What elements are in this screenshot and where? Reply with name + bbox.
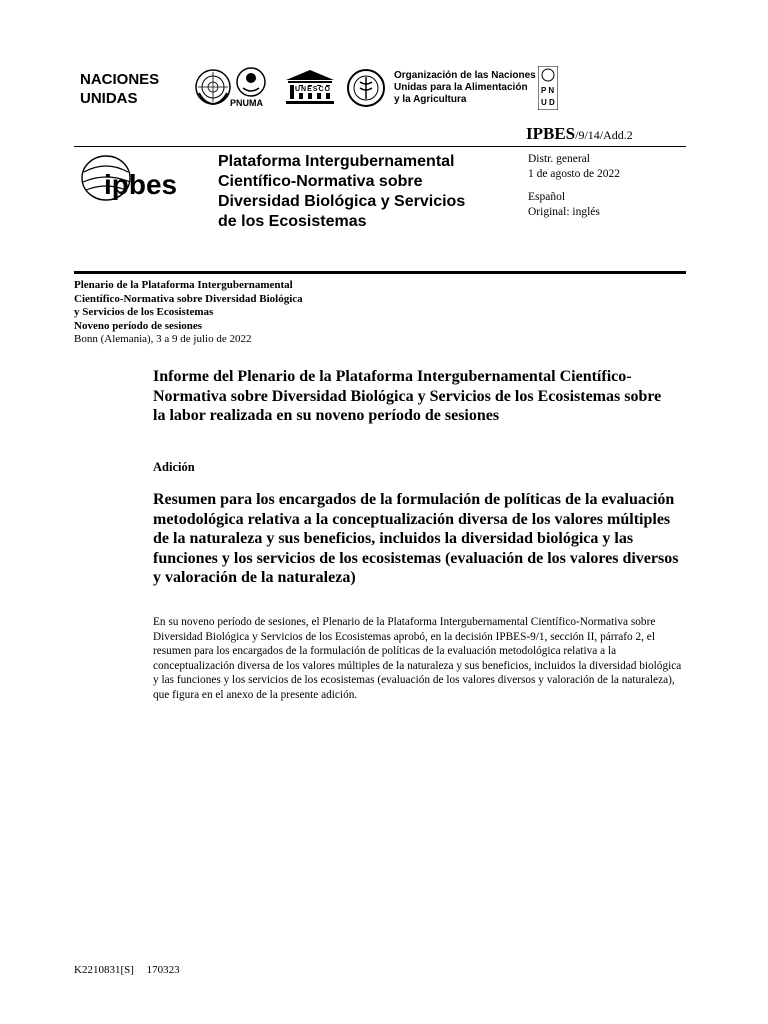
document-symbol xyxy=(526,124,633,144)
un-name-line1: NACIONES xyxy=(80,71,160,88)
fao-name xyxy=(394,70,536,106)
pnuma-label: PNUMA xyxy=(230,98,263,108)
distribution-info xyxy=(528,152,620,220)
ipbes-logo-text: ipbes xyxy=(104,169,178,200)
platform-title-line2: Científico-Normativa sobre xyxy=(218,173,423,190)
date-code: 170323 xyxy=(146,964,180,976)
pnuma-emblem-icon xyxy=(234,66,268,98)
report-title: Informe del Plenario de la Plataforma Intergubernamental Científico-Normativa sobre Diversidad Biológica y Servicios de los Ecosistemas sobre la labor realizada en su noveno período de sesiones xyxy=(153,368,662,424)
unesco-label: UNESCO xyxy=(295,86,331,93)
fao-name-line1: Organización de las Naciones xyxy=(394,70,536,81)
distribution-type: Distr. general xyxy=(528,153,590,165)
title-divider xyxy=(74,271,686,274)
platform-title-line3: Diversidad Biológica y Servicios xyxy=(218,193,466,210)
plenary-session: Noveno período de sesiones xyxy=(74,319,203,332)
un-name-line2: UNIDAS xyxy=(80,90,138,107)
svg-text:U D: U D xyxy=(541,98,555,107)
fao-emblem-icon xyxy=(346,68,386,108)
platform-title-line4: de los Ecosistemas xyxy=(218,213,367,230)
document-symbol-suffix: /9/14/Add.2 xyxy=(575,128,633,142)
plenary-line2: Científico-Normativa sobre Diversidad Biológica xyxy=(74,292,303,305)
spm-title: Resumen para los encargados de la formulación de políticas de la evaluación metodológica relativa a la conceptualización diversa de los valores múltiples de la naturaleza y sus beneficios, incluidos la diversidad biológica y las funciones y los servicios de los ecosistemas (evaluación de los valores diversos y valoración de la naturaleza) xyxy=(153,491,679,586)
header-divider xyxy=(74,146,686,147)
plenary-info xyxy=(74,279,303,347)
fao-name-line3: y la Agricultura xyxy=(394,94,467,105)
platform-title-line1: Plataforma Intergubernamental xyxy=(218,153,455,170)
fao-name-line2: Unidas para la Alimentación xyxy=(394,82,528,93)
job-number: K2210831[S] xyxy=(74,964,134,976)
addendum-label: Adición xyxy=(153,460,195,474)
ipbes-globe-icon xyxy=(80,152,200,208)
svg-text:P N: P N xyxy=(541,86,555,95)
distribution-language: Español xyxy=(528,191,566,203)
platform-title xyxy=(218,152,465,232)
distribution-date: 1 de agosto de 2022 xyxy=(528,168,620,180)
body-paragraph: En su noveno período de sesiones, el Plenario de la Plataforma Intergubernamental Científico-Normativa sobre Diversidad Biológica y Servicios de los Ecosistemas aprobó, en la decisión IPBES-9/1, sección II, párrafo 2, el resumen para los encargados de la formulación de políticas de la evaluación metodológica relativa a la conceptualización diversa de los valores múltiples de la naturaleza y sus beneficios, incluidos la diversidad biológica y las funciones y los servicios de los ecosistemas (evaluación de los valores diversos y valoración de la naturaleza), que figura en el anexo de la presente adición. xyxy=(153,616,682,701)
un-name xyxy=(80,70,159,108)
document-symbol-main: IPBES xyxy=(526,124,576,143)
undp-emblem-icon xyxy=(538,66,558,110)
plenary-place-date: Bonn (Alemania), 3 a 9 de julio de 2022 xyxy=(74,333,252,345)
plenary-line1: Plenario de la Plataforma Intergubernamental xyxy=(74,279,293,291)
plenary-line3: y Servicios de los Ecosistemas xyxy=(74,306,214,318)
ipbes-logo xyxy=(80,152,200,213)
distribution-original: Original: inglés xyxy=(528,206,600,218)
un-emblem-icon xyxy=(194,68,232,106)
footer xyxy=(74,964,190,976)
